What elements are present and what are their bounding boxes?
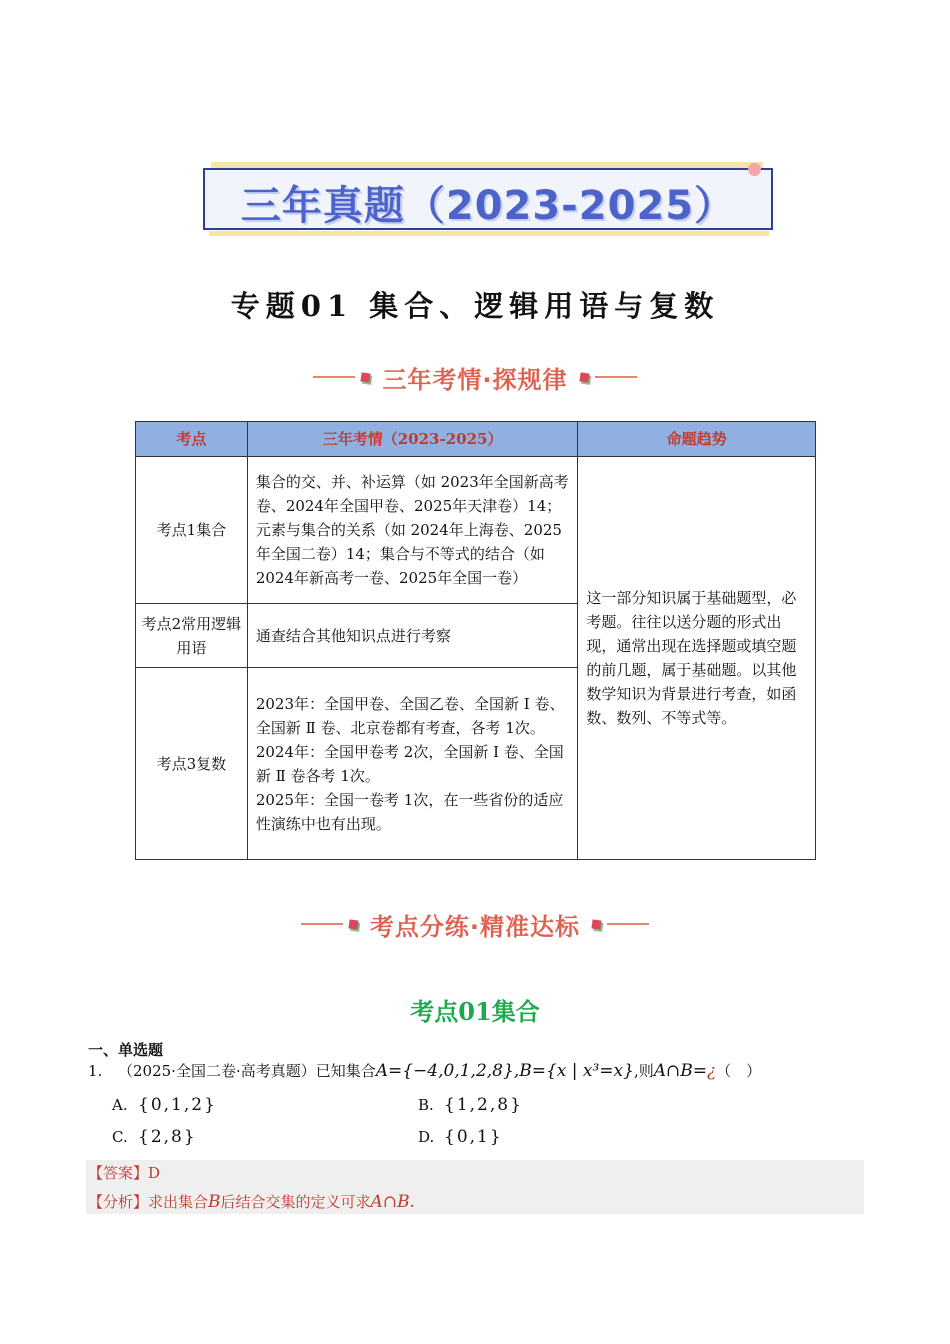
heading-square-icon (579, 372, 589, 382)
table-header-row (136, 422, 816, 457)
set-separator: , (513, 1061, 520, 1081)
trend-cell: 这一部分知识属于基础题型，必考题。往往以送分题的形式出现，通常出现在选择题或填空题的前几题，属于基础题。以其他数学知识为背景进行考查，如函数、数列、不等式等。 (578, 457, 816, 860)
option-c[interactable] (112, 1127, 197, 1147)
kaodian-cell: 考点1集合 (136, 457, 248, 604)
document-title: 专题01 集合、逻辑用语与复数 (230, 289, 720, 323)
heading-line-left (313, 376, 355, 378)
details-line: 2025年：全国一卷考 1次，在一些省份的适应性演练中也有出现。 (255, 790, 564, 833)
analysis-text: 求出集合 (148, 1193, 209, 1211)
question-source: （2025·全国二卷·高考真题）已知集合 (118, 1062, 376, 1080)
option-value: {0,1} (444, 1127, 503, 1147)
encoding-glitch: ¿ (707, 1061, 717, 1081)
banner-decoration-dot (748, 163, 761, 176)
question-1 (88, 1060, 761, 1081)
analysis-line (88, 1191, 415, 1212)
heading-line-left (301, 923, 343, 925)
question-type: 一、单选题 (88, 1041, 164, 1059)
banner-title: 三年真题（2023-2025） (240, 183, 736, 229)
details-cell: 集合的交、并、补运算（如 2023年全国新高考卷、2024年全国甲卷、2025年天津卷）14；元素与集合的关系（如 2024年上海卷、2025年全国二卷）14；集合与不等式的结合（如 2024年新高考一卷、2025年全国一卷） (247, 457, 578, 604)
answer-paren: （ ） (716, 1062, 762, 1080)
kaodian-title: 考点01集合 (410, 997, 540, 1026)
ask-expression: A∩B= (653, 1061, 707, 1081)
answer-value: D (148, 1164, 161, 1182)
section-heading-trends (0, 357, 950, 397)
answer-line (88, 1162, 160, 1183)
details-line: 2023年：全国甲卷、全国乙卷、全国新 Ⅰ 卷、全国新 Ⅱ 卷、北京卷都有考查，各考 1次。 (255, 694, 565, 737)
kaodian-cell: 考点3复数 (136, 668, 248, 860)
details-cell (247, 668, 578, 860)
details-cell: 通查结合其他知识点进行考察 (247, 604, 578, 668)
section-heading-text: 考点分练·精准达标 (369, 912, 581, 941)
option-label: C. (112, 1128, 128, 1146)
set-b: B={x | x³=x} (519, 1061, 634, 1081)
heading-line-right (595, 376, 637, 378)
option-label: D. (418, 1128, 435, 1146)
details-line: 2024年：全国甲卷考 2次，全国新 Ⅰ 卷、全国新 Ⅱ 卷各考 1次。 (255, 742, 564, 785)
option-label: B. (418, 1096, 434, 1114)
option-label: A. (112, 1096, 128, 1114)
header-kaodian: 考点 (136, 422, 248, 457)
set-a: A={−4,0,1,2,8} (375, 1061, 514, 1081)
header-kaoqing: 三年考情（2023-2025） (247, 422, 578, 457)
option-b[interactable] (418, 1095, 523, 1115)
analysis-var: B (208, 1192, 221, 1212)
analysis-tag: 【分析】 (88, 1193, 149, 1211)
title-banner (203, 168, 773, 230)
header-trend: 命题趋势 (578, 422, 816, 457)
heading-square-icon (361, 372, 371, 382)
option-value: {0,1,2} (138, 1095, 217, 1115)
answer-box (86, 1160, 864, 1214)
answer-tag: 【答案】 (88, 1164, 149, 1182)
heading-square-icon (591, 919, 601, 929)
analysis-expr: A∩B. (370, 1192, 415, 1212)
heading-square-icon (348, 919, 358, 929)
exam-analysis-table (135, 421, 816, 860)
option-d[interactable] (418, 1127, 503, 1147)
section-heading-text: 三年考情·探规律 (382, 365, 568, 394)
option-value: {2,8} (138, 1127, 197, 1147)
analysis-text: 后结合交集的定义可求 (220, 1193, 371, 1211)
ask-prefix: ,则 (633, 1062, 654, 1080)
section-heading-practice (0, 904, 950, 944)
option-value: {1,2,8} (444, 1095, 523, 1115)
table-row (136, 457, 816, 604)
question-number: 1. (88, 1062, 103, 1080)
option-a[interactable] (112, 1095, 217, 1115)
heading-line-right (607, 923, 649, 925)
kaodian-cell: 考点2常用逻辑用语 (136, 604, 248, 668)
